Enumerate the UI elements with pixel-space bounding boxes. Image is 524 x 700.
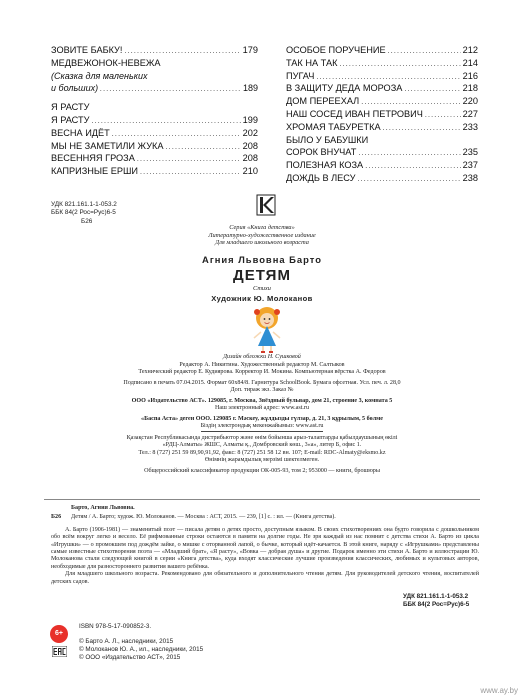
toc-entry-title: ПОЛЕЗНАЯ КОЗА [286,160,364,171]
toc-entry-page: 210 [242,166,258,177]
site-watermark: www.ay.by [480,686,518,695]
toc-entry-page: 179 [242,45,258,55]
credit-line: Біздің электрондық мекенжайымыз: www.ast.ru [201,423,324,432]
toc-entry-page: 212 [462,45,478,55]
age-rating-badge: 6+ [50,625,68,643]
credit-line: Редактор А. Никитина. Художественный редактор М. Салтыков [179,361,345,368]
bbk-code: ББК 84(2 Рос=Рус)6-5 [403,601,470,608]
toc-entry-title: ТАК НА ТАК [286,57,338,68]
copyright-block [79,638,203,663]
credit-line: Технический редактор Е. Кудиярова. Корректор И. Мокина. Компьютерная вёрстка А. Федоров [138,369,386,375]
toc-entry-title: ОСОБОЕ ПОРУЧЕНИЕ [286,45,386,55]
copyright-line: © Барто А. Л., наследники, 2015 [79,638,174,645]
toc-entry-title: ПУГАЧ [286,70,315,81]
copyright-line: © ООО «Издательство АСТ», 2015 [79,654,181,662]
credit-line: Доп. тираж экз. Заказ № [230,387,294,393]
toc-entry-title: В ЗАЩИТУ ДЕДА МОРОЗА [286,83,403,94]
toc-entry [286,95,478,108]
credit-line: Қазақстан Республикасында дистрибьютор және өнім бойынша арыз-талаптарды қабылдаушының өкілі [126,434,398,441]
series-edition-type: Литературно-художественное издание [208,231,316,239]
toc-entry [286,108,478,121]
credit-line: Общероссийский классификатор продукции ОК-005-93, том 2; 953000 — книги, брошюры [144,467,380,474]
toc-entry-page: 235 [462,147,478,158]
toc-entry-page: 199 [242,114,258,125]
toc-entry [286,146,478,159]
credit-line: Наш электронный адрес: www.ast.ru [214,405,309,411]
annotation-code: Б26 [51,514,62,521]
toc-entry [286,57,478,70]
annotation-audience: Для младшего школьного возраста. Рекомендовано для обязательного и дополнительного чтения детям. Для руководителей детского чтения, воспитателей детских садов. [51,571,479,585]
toc-entry-title: ДОМ ПЕРЕЕХАЛ [286,96,360,107]
annotation-text: А. Барто (1906-1981) — знаменитый поэт — писала детям о детях просто, доступным языком. В своих стихотворениях она будто говорила с дошкольником обо всём вокруг легко и весело. Её рифмованные строки остаются в памяти на долгие годы. Не зря каждый из нас помнит с детства стихи А. Барто из цикла «Игрушки» — о промокшем под дождём зайке, о мишке с оторванной лапой, о бычке, который идёт-качается. В этой книге, наряду с «Игрушками» представлены самые известные стихотворения поэта — «Младший брат», «Я расту», «Вовка — добрая душа» и другие. Подарок именно эти стихи А. Барто и иллюстрации Ю. Молоканова стали следующей книгой в серии «Книга детства», куда входят классические лучшие произведения классических, любимых и культовых авторов, необходимые для разностороннего развития вашего ребёнка. [51,526,479,570]
toc-entry-title: ДОЖДЬ В ЛЕСУ [286,172,356,183]
credit-line: «Баспа Аста» деген ООО. 129085 г. Мәскеу, жұлдызды гүлзар, д. 21, 3 құрылым, 5 бөлме [141,415,383,422]
toc-entry [51,114,258,127]
toc-left-column [51,44,258,178]
toc-entry-title: МЕДВЕЖОНОК-НЕВЕЖА [51,57,161,68]
bbk-code: ББК 84(2 Рос=Рус)6-5 [51,209,116,217]
series-name: Серия «Книга детства» [229,224,295,231]
toc-entry [51,82,258,95]
toc-entry-page: 208 [242,140,258,151]
credit-line: «РДЦ-Алматы» ЖШС, Алматы қ., Домбровский көш., 3«а», литер Б, офис 1. [162,442,362,448]
toc-entry [51,140,258,153]
book-author: Агния Львовна Барто [202,254,322,265]
author-sign: Б26 [81,217,93,225]
toc-entry [286,70,478,83]
toc-entry [51,70,258,83]
divider [44,499,480,500]
copyright-line: © Молоканов Ю. А., ил., наследники, 2015 [79,646,204,654]
toc-entry-title: Я РАСТУ [51,114,90,125]
udk-code: УДК 821.161.1-1-053.2 [51,201,117,208]
udk-code: УДК 821.161.1-1-053.2 [403,593,469,600]
toc-entry-title: ЗОВИТЕ БАБКУ! [51,45,123,55]
credit-line: ООО «Издательство АСТ». 129085, г. Москва, Звёздный бульвар, дом 21, строение 3, комната 5 [131,397,393,404]
credit-line: Тел.: 8 (727) 251 59 89,90,91,92, факс: 8 (727) 251 58 12 вн. 107; E-mail: RDC-Almaty@eksmo.kz [138,449,386,456]
toc-entry-page: 238 [462,172,478,183]
book-artist: Художник Ю. Молоканов [211,294,313,303]
toc-entry-page: 237 [462,160,478,171]
toc-entry-page: 208 [242,153,258,164]
series-block [0,224,524,247]
series-age-group: Для младшего школьного возраста [215,239,309,247]
toc-entry-page: 202 [242,127,258,138]
toc-entry-title: СОРОК ВНУЧАТ [286,147,357,158]
classification-bottom [403,593,469,609]
imprint-credits [44,354,480,475]
isbn: ISBN 978-5-17-090852-3. [79,623,152,630]
toc-entry [51,44,258,57]
eac-conformity-mark-icon [52,646,67,657]
toc-entry-title: ВЕСЕННЯЯ ГРОЗА [51,153,135,164]
toc-entry-title: КАПРИЗНЫЕ ЕРШИ [51,166,138,177]
annotation-biblio: Детям / А. Барто; худож. Ю. Молоканов. — Москва : АСТ, 2015. — 239, [1] с. : ил. — (Книга детства). [71,514,336,521]
toc-entry-page: 220 [462,96,478,107]
credit-line: Өнімнің жарамдылық мерзімі шектелмеген. [204,457,320,463]
toc-entry [286,159,478,172]
toc-entry-title: и больших) [51,83,99,94]
toc-entry-title: БЫЛО У БАБУШКИ [286,134,369,145]
book-genre: Стихи [253,285,271,292]
toc-entry [51,152,258,165]
toc-entry [51,127,258,140]
toc-entry [286,121,478,134]
toc-entry [286,82,478,95]
toc-entry-title: ХРОМАЯ ТАБУРЕТКА [286,121,381,132]
annotation-author-line: Барто, Агния Львовна. [71,505,135,511]
classification-block [51,201,117,226]
toc-entry-title: (Сказка для маленьких [51,70,148,81]
toc-entry-page: 227 [462,108,478,119]
ast-publisher-logo-icon [255,193,277,217]
credit-line: Подписано в печать 07.04.2015. Формат 60х84/8. Гарнитура SchoolBook. Бумага офсетная. Усл. печ. л. 28,0 [123,379,401,386]
toc-entry [286,172,478,185]
toc-entry-page: 189 [242,83,258,94]
toc-section-heading: Я РАСТУ [51,102,90,113]
toc-right-column [286,44,478,185]
toc-entry-page: 233 [462,121,478,132]
bibliographic-annotation [51,505,479,586]
credit-line: Дизайн обложки Н. Сушковой [223,354,301,360]
toc-entry-title: ВЕСНА ИДЁТ [51,127,110,138]
toc-entry-title: НАШ СОСЕД ИВАН ПЕТРОВИЧ [286,108,423,119]
toc-entry [286,44,478,57]
book-title: ДЕТЯМ [233,267,291,284]
toc-entry [51,165,258,178]
toc-entry-page: 214 [462,57,478,68]
toc-entry-title: МЫ НЕ ЗАМЕТИЛИ ЖУКА [51,140,164,151]
toc-entry-page: 218 [462,83,478,94]
toc-entry-page: 216 [462,70,478,81]
girl-illustration-icon [250,306,284,354]
